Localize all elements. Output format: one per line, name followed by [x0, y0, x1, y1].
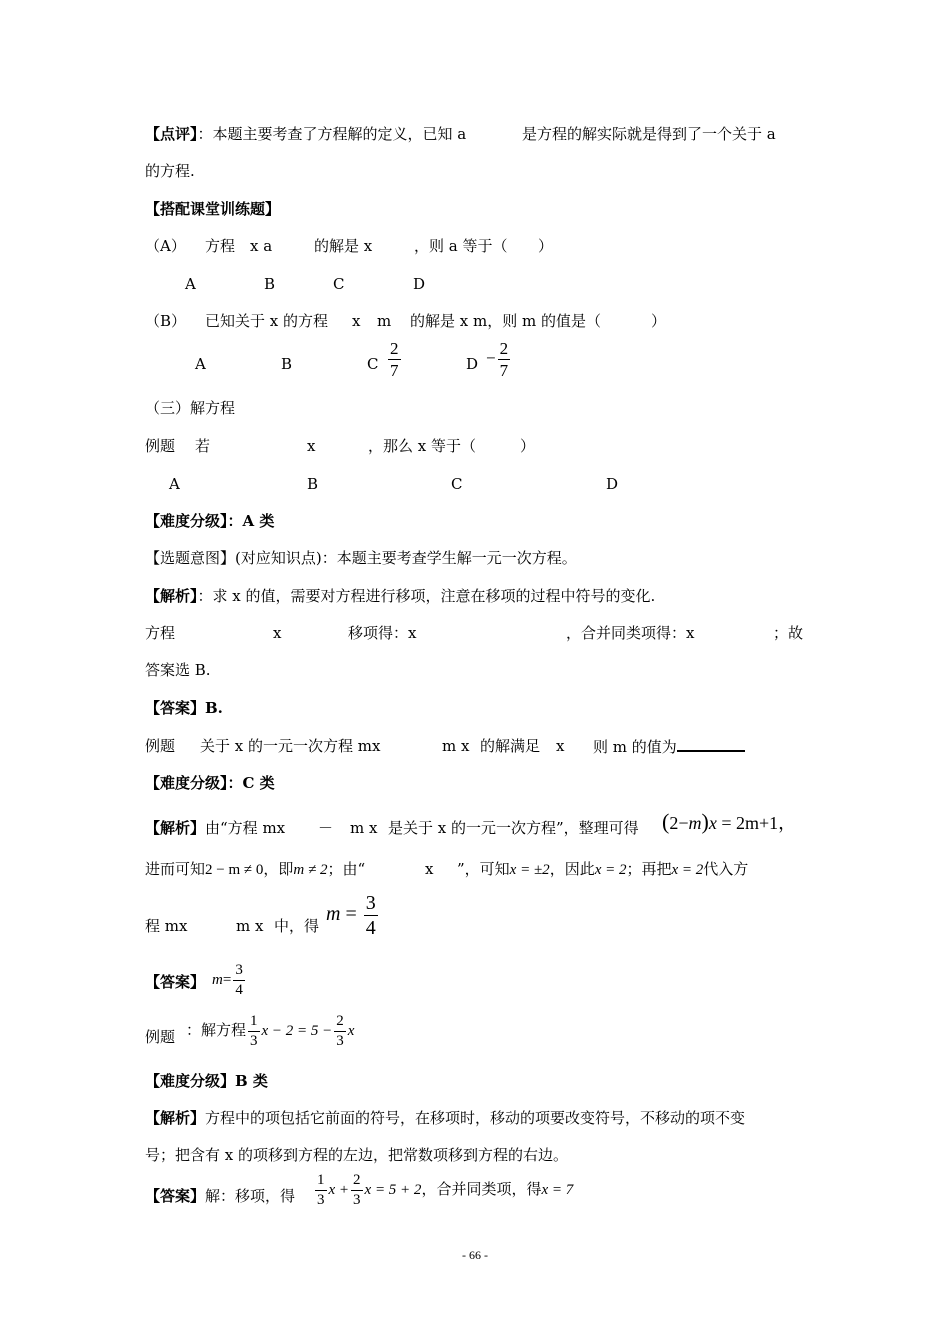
example-2-label: 例题 — [145, 737, 176, 755]
example-2-equation-1: (2−m)x = 2m+1， — [662, 809, 797, 834]
example-2-analysis-2: － — [318, 819, 334, 837]
page-number: - 66 - — [462, 1248, 488, 1262]
text: 代入方 — [703, 860, 749, 878]
eq-term: m — [688, 813, 702, 833]
eq-term: 2m+1 — [735, 813, 779, 833]
example-2-analysis-line-3: 程 mx — [145, 917, 188, 935]
eq-term: x — [708, 813, 717, 833]
review-text-a: ：本题主要考查了方程解的定义，已知 a — [197, 125, 467, 143]
fraction-numerator: 2 — [334, 1014, 346, 1032]
math: m — [212, 971, 223, 988]
question-b-fraction-d — [486, 340, 512, 379]
example-2-answer-value — [212, 963, 247, 998]
example-2-question: 则 m 的值为 — [593, 738, 677, 756]
fraction-numerator: 1 — [248, 1014, 260, 1032]
example-3-analysis-1 — [145, 1108, 745, 1128]
fraction-numerator: 3 — [233, 963, 245, 981]
fraction-numerator: 1 — [315, 1173, 327, 1191]
example-1-option-d: D — [606, 475, 619, 493]
question-b-text-4: 的解是 x m，则 m 的值是（ — [410, 312, 601, 330]
eq-term: = — [721, 813, 732, 833]
example-3-answer — [145, 1186, 295, 1206]
analysis-label: 【解析】 — [145, 587, 198, 605]
example-1-text-2: x — [307, 437, 316, 455]
text: ，因此 — [549, 860, 595, 878]
eq-term: 2 — [669, 813, 679, 833]
math: x = 5 + 2 — [364, 1181, 422, 1198]
example-1-label: 例题 — [145, 437, 176, 455]
section-heading-3: （三）解方程 — [145, 399, 236, 417]
question-b-option-c: C — [367, 355, 379, 373]
example-1-solution-3: 移项得：x — [348, 624, 417, 642]
example-1-solution-4: ，合并同类项得：x — [566, 624, 695, 642]
example-2-analysis-3: m x — [350, 819, 378, 837]
example-1-solution-1: 方程 — [145, 624, 176, 642]
text: ，即 — [263, 860, 294, 878]
example-1-text-3: ，那么 x 等于（ — [368, 437, 476, 455]
example-2-analysis-line-2b — [425, 859, 433, 879]
example-2-answer-label — [145, 972, 205, 992]
fraction-denominator: 7 — [499, 361, 509, 380]
question-b-text-1: 已知关于 x 的方程 — [205, 312, 328, 330]
example-1-option-b: B — [307, 475, 319, 493]
example-2-text-3: 的解满足 — [480, 737, 541, 755]
math: m ≠ 2 — [293, 862, 328, 878]
example-2-analysis-1 — [145, 818, 285, 838]
example-1-solution-2: x — [273, 624, 282, 642]
fraction-numerator: 2 — [351, 1173, 363, 1191]
fraction-numerator: 2 — [390, 339, 399, 358]
fraction-numerator: 2 — [499, 339, 509, 358]
question-b-option-d: D — [466, 355, 479, 373]
answer-label: 【答案】 — [145, 973, 206, 991]
example-1-option-a: A — [169, 475, 180, 493]
example-1-difficulty: 【难度分级】：A 类 — [145, 512, 275, 530]
example-2-text-4: x — [556, 737, 565, 755]
text: ：解方程 — [186, 1020, 247, 1039]
text: 解：移项，得 — [205, 1187, 296, 1205]
analysis-text-1: 方程中的项包括它前面的符号，在移项时，移动的项要改变符号，不移动的项不变 — [205, 1109, 746, 1127]
eq-comma: ， — [778, 813, 797, 833]
answer-label: 【答案】 — [145, 1187, 206, 1205]
analysis-label: 【解析】 — [145, 1109, 206, 1127]
text: ，合并同类项，得 — [421, 1179, 542, 1198]
example-1-text-1: 若 — [195, 437, 211, 455]
example-2-text-1: 关于 x 的一元一次方程 mx — [200, 737, 381, 755]
review-text-b: 是方程的解实际就是得到了一个关于 a — [522, 125, 776, 143]
example-1-intent: 【选题意图】(对应知识点)：本题主要考查学生解一元一次方程。 — [145, 549, 577, 567]
example-3-difficulty: 【难度分级】B 类 — [145, 1072, 268, 1090]
example-3-equation — [186, 1014, 354, 1049]
math: x + — [328, 1181, 350, 1198]
question-a-tag: （A） — [145, 237, 186, 255]
question-a-option-b: B — [264, 275, 276, 293]
minus-sign: − — [486, 348, 496, 368]
text: 进而可知 — [145, 860, 206, 878]
review-label: 【点评】 — [145, 125, 198, 143]
question-a-option-d: D — [413, 275, 426, 293]
example-2-analysis-4: 是关于 x 的一元一次方程”，整理可得 — [388, 819, 639, 837]
fraction-denominator: 3 — [317, 1192, 325, 1208]
question-a-text-2: x a — [250, 237, 273, 255]
math: = — [222, 971, 232, 988]
analysis-label: 【解析】 — [145, 819, 206, 837]
example-1-answer: 【答案】B. — [145, 699, 223, 717]
example-2-analysis-line-3b: m x — [236, 917, 264, 935]
practice-heading: 【搭配课堂训练题】 — [145, 200, 281, 218]
example-2-analysis-line-2c — [457, 859, 748, 880]
question-a-text-3: 的解是 x — [314, 237, 373, 255]
example-1-option-c: C — [451, 475, 463, 493]
example-1-solution-5: ；故 — [773, 624, 804, 642]
fraction-denominator: 7 — [390, 361, 399, 380]
math: x — [347, 1022, 355, 1039]
analysis-text: ：求 x 的值，需要对方程进行移项，注意在移项的过程中符号的变化. — [197, 587, 656, 605]
question-a-text-4: ，则 a 等于（ — [414, 237, 508, 255]
math: x = 2 — [671, 862, 704, 878]
question-b-text-3: m — [377, 312, 392, 330]
eq-term: − — [678, 813, 689, 833]
text: x — [425, 860, 434, 878]
example-1-text-4: ） — [520, 437, 536, 455]
text: ；由“ — [327, 860, 366, 878]
question-b-option-b: B — [281, 355, 293, 373]
math: = — [345, 903, 357, 926]
math: 2 − m ≠ 0 — [205, 862, 264, 878]
text: ；再把 — [626, 860, 672, 878]
fraction-denominator: 3 — [250, 1033, 258, 1049]
question-b-fraction-c — [386, 340, 403, 379]
question-a-option-a: A — [185, 275, 196, 293]
example-1-analysis — [145, 586, 655, 606]
fraction-denominator: 3 — [336, 1033, 344, 1049]
fraction-denominator: 4 — [365, 917, 376, 939]
math: x − 2 = 5 − — [261, 1022, 333, 1039]
math: m — [326, 903, 341, 926]
example-3-label — [145, 1027, 175, 1047]
question-b-tag: （B） — [145, 312, 187, 330]
math: x = 7 — [541, 1181, 574, 1198]
review-line-1 — [145, 124, 466, 144]
math: x = 2 — [594, 862, 627, 878]
analysis-text-1: 由“方程 mx — [205, 819, 286, 837]
example-2-result — [326, 893, 380, 938]
question-b-option-a: A — [195, 355, 206, 373]
fraction-denominator: 3 — [353, 1192, 361, 1208]
example-2-analysis-line-2 — [145, 859, 365, 880]
text: ”，可知 — [457, 860, 510, 878]
fraction-denominator: 4 — [235, 982, 243, 998]
question-a-option-c: C — [333, 275, 345, 293]
question-b-text-2: x — [352, 312, 361, 330]
fraction-numerator: 3 — [365, 892, 376, 914]
example-2-text-2: m x — [442, 737, 470, 755]
question-a-text-5: ） — [538, 237, 554, 255]
example-3-answer-equation — [313, 1173, 573, 1208]
example-1-solution-6: 答案选 B. — [145, 661, 211, 679]
answer-blank — [677, 736, 745, 752]
example-2-text-5 — [593, 736, 745, 757]
math: x = ±2 — [509, 862, 550, 878]
question-a-text-1: 方程 — [205, 237, 236, 255]
review-text-c: 的方程. — [145, 162, 195, 180]
question-b-text-5: ） — [651, 312, 667, 330]
example-3-analysis-2: 号；把含有 x 的项移到方程的左边，把常数项移到方程的右边。 — [145, 1146, 568, 1164]
example-2-analysis-line-3c: 中，得 — [274, 917, 320, 935]
example-2-difficulty: 【难度分级】：C 类 — [145, 774, 275, 792]
text: 例题 — [145, 1028, 176, 1046]
